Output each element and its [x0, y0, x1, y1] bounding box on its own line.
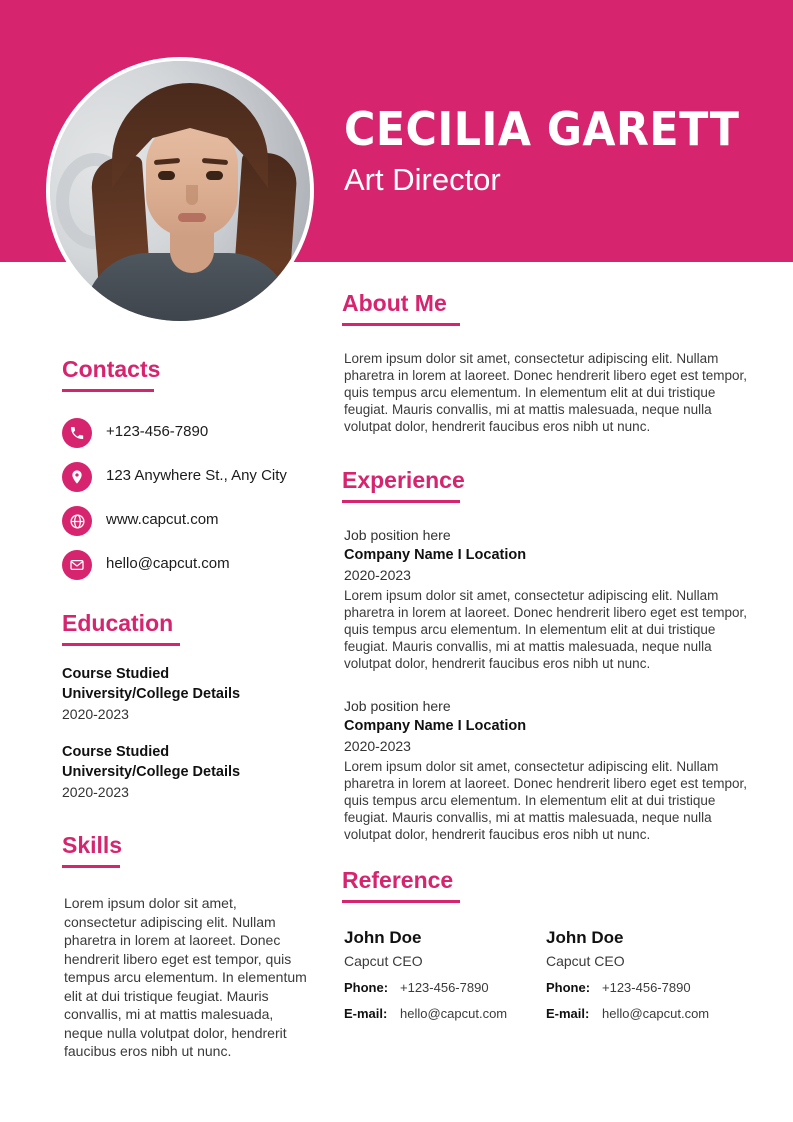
avatar — [46, 57, 314, 325]
education-heading: Education — [62, 610, 174, 636]
reference-role: Capcut CEO — [344, 953, 423, 969]
portrait-eye-right — [206, 171, 223, 180]
experience-position: Job position here — [344, 527, 451, 543]
reference-phone-value: +123-456-7890 — [400, 980, 489, 995]
about-body: Lorem ipsum dolor sit amet, consectetur adipiscing elit. Nullam pharetra in lorem at laoreet. Donec hendrerit libero eget est tempor, quis tempus arcu elementum. In elementum elit at dui tristique feugiat. Mauris convallis, mi at mattis malesuada, neque nulla volutpat dolor, hendrerit faucibus eros nibh ut nunc. — [344, 351, 747, 434]
reference-heading-rule — [342, 900, 460, 903]
experience-list — [342, 525, 748, 843]
reference-phone-value: +123-456-7890 — [602, 980, 691, 995]
reference-role: Capcut CEO — [546, 953, 625, 969]
contact-item-email[interactable] — [62, 550, 312, 580]
reference-email-value: hello@capcut.com — [400, 1006, 508, 1021]
about-heading: About Me — [342, 290, 447, 316]
header-text-group — [344, 104, 764, 198]
reference-email-value: hello@capcut.com — [602, 1006, 710, 1021]
reference-phone-label: Phone: — [546, 980, 591, 995]
reference-email-label: E-mail: — [546, 1006, 590, 1021]
education-entry — [62, 742, 312, 802]
skills-heading-rule — [62, 865, 120, 868]
contact-email-value: hello@capcut.com — [106, 555, 230, 572]
education-course: Course Studied — [62, 744, 170, 760]
reference-card — [344, 927, 546, 1023]
education-school: University/College Details — [62, 764, 241, 780]
education-school: University/College Details — [62, 686, 241, 702]
envelope-icon — [62, 550, 92, 580]
experience-section — [342, 467, 748, 843]
contacts-heading-rule — [62, 389, 154, 392]
education-course: Course Studied — [62, 666, 170, 682]
education-dates: 2020-2023 — [62, 784, 129, 800]
experience-body: Lorem ipsum dolor sit amet, consectetur adipiscing elit. Nullam pharetra in lorem at laoreet. Donec hendrerit libero eget est tempor, quis tempus arcu elementum. In elementum elit at dui tristique feugiat. Mauris convallis, mi at mattis malesuada, neque nulla volutpat dolor, hendrerit faucibus eros nibh ut nunc. — [344, 759, 747, 842]
page-title: CECILIA GARETT — [344, 102, 740, 156]
left-column — [62, 356, 312, 1061]
contact-website-value: www.capcut.com — [106, 511, 219, 528]
reference-card — [546, 927, 748, 1023]
reference-email-label: E-mail: — [344, 1006, 388, 1021]
contacts-list — [62, 418, 312, 580]
reference-name: John Doe — [344, 928, 422, 947]
reference-section — [342, 867, 748, 1023]
reference-phone-row — [546, 979, 748, 997]
portrait-nose — [186, 185, 198, 205]
experience-dates: 2020-2023 — [344, 738, 411, 754]
education-heading-rule — [62, 643, 180, 646]
portrait-eye-left — [158, 171, 175, 180]
experience-heading: Experience — [342, 467, 465, 493]
education-entry — [62, 664, 312, 724]
globe-icon — [62, 506, 92, 536]
location-pin-icon — [62, 462, 92, 492]
right-column — [342, 290, 748, 1023]
phone-icon — [62, 418, 92, 448]
reference-email-row — [344, 1005, 546, 1023]
contact-address-value: 123 Anywhere St., Any City — [106, 467, 287, 484]
contact-item-phone[interactable] — [62, 418, 312, 448]
portrait-mouth — [178, 213, 206, 222]
skills-section — [62, 832, 312, 1061]
job-title: Art Director — [344, 162, 501, 197]
reference-phone-label: Phone: — [344, 980, 389, 995]
education-dates: 2020-2023 — [62, 706, 129, 722]
reference-email-row — [546, 1005, 748, 1023]
reference-heading: Reference — [342, 867, 454, 893]
reference-name: John Doe — [546, 928, 624, 947]
about-heading-rule — [342, 323, 460, 326]
reference-phone-row — [344, 979, 546, 997]
experience-position: Job position here — [344, 698, 451, 714]
skills-body: Lorem ipsum dolor sit amet, consectetur adipiscing elit. Nullam pharetra in lorem at laoreet. Donec hendrerit libero eget est tempor, quis tempus arcu elementum. In elementum elit at dui tristique feugiat. Mauris convallis, mi at mattis malesuada, neque nulla volutpat dolor, hendrerit faucibus eros nibh ut nunc. — [64, 895, 307, 1059]
experience-body: Lorem ipsum dolor sit amet, consectetur adipiscing elit. Nullam pharetra in lorem at laoreet. Donec hendrerit libero eget est tempor, quis tempus arcu elementum. In elementum elit at dui tristique feugiat. Mauris convallis, mi at mattis malesuada, neque nulla volutpat dolor, hendrerit faucibus eros nibh ut nunc. — [344, 588, 747, 671]
about-section — [342, 290, 748, 435]
reference-list — [342, 927, 748, 1023]
experience-dates: 2020-2023 — [344, 567, 411, 583]
contact-item-website[interactable] — [62, 506, 312, 536]
experience-entry — [344, 696, 748, 843]
skills-heading: Skills — [62, 832, 123, 858]
contact-phone-value: +123-456-7890 — [106, 423, 209, 440]
contacts-section — [62, 356, 312, 580]
experience-company: Company Name I Location — [344, 718, 527, 734]
experience-company: Company Name I Location — [344, 547, 527, 563]
experience-heading-rule — [342, 500, 460, 503]
experience-entry — [344, 525, 748, 672]
contact-item-address[interactable] — [62, 462, 312, 492]
education-section — [62, 610, 312, 802]
contacts-heading: Contacts — [62, 356, 161, 382]
